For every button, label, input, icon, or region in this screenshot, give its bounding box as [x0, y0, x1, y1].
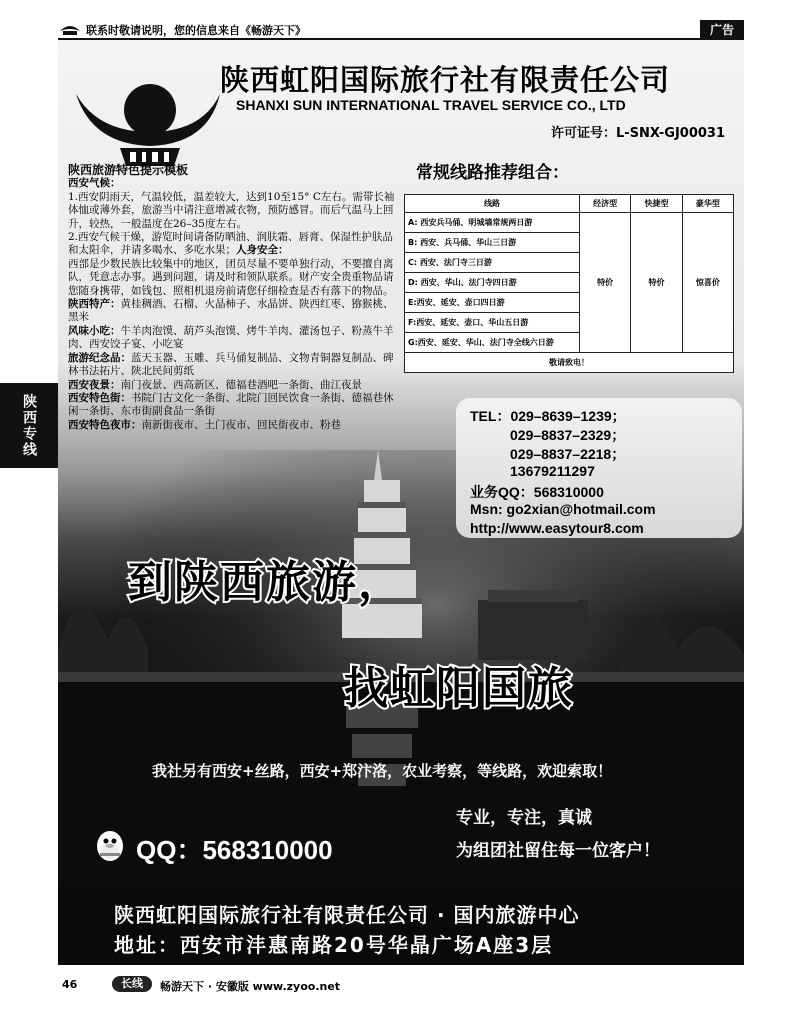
phone-2: 029–8837–2329； — [510, 427, 626, 443]
qq-number: QQ：568310000 — [136, 835, 333, 865]
phone-4: 13679211297 — [510, 463, 595, 479]
street-tip: 西安特色街：书院门古文化一条街、北院门回民饮食一条街、德福巷休闲一条街、东市街副食品一条街 — [68, 391, 394, 418]
price-economy: 特价 — [580, 213, 631, 353]
price-express: 特价 — [631, 213, 682, 353]
tips-title: 陕西旅游特色提示模板 — [68, 163, 189, 177]
table-row — [405, 213, 734, 233]
specialty-tip: 陕西特产：黄桂稠酒、石榴、火晶柿子、水晶饼、陕西红枣、猕猴桃、黑米 — [68, 298, 394, 324]
company-name-en: SHANXI SUN INTERNATIONAL TRAVEL SERVICE CO., LTD — [236, 97, 626, 113]
msn-address: Msn: go2xian@hotmail.com — [470, 501, 656, 517]
band-company: 陕西虹阳国际旅行社有限责任公司 · 国内旅游中心 — [114, 903, 580, 927]
night-view-tip: 西安夜景：南门夜景、西高新区、德福巷酒吧一条街、曲江夜景 — [68, 378, 362, 391]
qq-penguin-icon — [92, 828, 128, 864]
souvenir-tip: 旅游纪念品：蓝天玉器、玉雕、兵马俑复制品、文物青铜器复制品、碑林书法拓片、陕北民间剪纸 — [68, 351, 394, 378]
routes-footer: 敬请致电！ — [405, 353, 734, 373]
weather-tip-2: 2.西安气候干燥，游览时间请备防晒油、润肤霜、唇膏、保湿性护肤品和太阳伞，并请多喝水、多吃水果；人身安全： — [68, 231, 394, 257]
sun-logo-icon — [72, 62, 222, 172]
ad-tag: 广告 — [700, 20, 744, 40]
publication-info: 畅游天下 · 安徽版 www.zyoo.net — [160, 980, 341, 993]
company-name-cn: 陕西虹阳国际旅行社有限责任公司 — [220, 63, 671, 97]
phone-3: 029–8837–2218； — [510, 446, 626, 462]
route-name: G:西安、延安、华山、法门寺全线六日游 — [405, 333, 580, 353]
page-footer — [0, 975, 800, 995]
page-number: 46 — [62, 978, 78, 991]
travel-tips — [68, 164, 398, 432]
snacks-tip: 风味小吃：牛羊肉泡馍、葫芦头泡馍、烤牛羊肉、灌汤包子、粉蒸牛羊肉、西安饺子宴、小吃宴 — [68, 324, 394, 351]
route-name: E:西安、延安、壶口四日游 — [405, 293, 580, 313]
routes-header-row — [405, 195, 734, 213]
col-express: 快捷型 — [631, 195, 682, 213]
section-side-tab: 陕西专线 — [0, 383, 58, 468]
slogan-line-2: 找虹阳国旅 — [344, 663, 574, 714]
price-luxury: 惊喜价 — [682, 213, 733, 353]
route-name: D: 西安、华山、法门寺四日游 — [405, 273, 580, 293]
ad-panel — [58, 40, 744, 898]
phone-1: TEL：029–8639–1239； — [470, 408, 626, 424]
extra-routes: 我社另有西安+丝路，西安+郑汴洛，农业考察，等线路，欢迎索取！ — [152, 762, 613, 780]
motto-line-2: 为组团社留住每一位客户！ — [456, 841, 660, 861]
contact-box — [456, 398, 742, 538]
routes-table — [404, 194, 734, 373]
weather-label: 西安气候： — [68, 177, 121, 190]
band-address: 地址：西安市沣惠南路20号华晶广场A座3层 — [114, 933, 554, 957]
magazine-logo-icon — [58, 21, 82, 37]
routes-title: 常规线路推荐组合： — [416, 163, 569, 183]
route-name: F:西安、延安、壶口、华山五日游 — [405, 313, 580, 333]
night-market-tip: 西安特色夜市：南新街夜市、土门夜市、回民街夜市、粉巷 — [68, 418, 341, 431]
license-number: 许可证号：L-SNX-GJ00031 — [551, 126, 726, 141]
safety-label: 人身安全： — [236, 244, 289, 257]
business-qq: 业务QQ：568310000 — [470, 484, 604, 500]
source-note: 联系时敬请说明，您的信息来自《畅游天下》 — [86, 24, 306, 37]
route-name: A: 西安兵马俑、明城墙常规两日游 — [405, 213, 580, 233]
section-chip: 长线 — [112, 976, 152, 992]
route-name: B: 西安、兵马俑、华山三日游 — [405, 233, 580, 253]
top-bar — [0, 0, 800, 40]
col-luxury: 豪华型 — [682, 195, 733, 213]
routes-footer-row — [405, 353, 734, 373]
route-name: C: 西安、法门寺三日游 — [405, 253, 580, 273]
col-economy: 经济型 — [580, 195, 631, 213]
col-route: 线路 — [405, 195, 580, 213]
weather-tip-1: 1.西安阴雨天，气温较低，温差较大，达到10至15° C左右。需带长袖体恤或薄外套，旅游当中请注意增减衣物，预防感冒。而后气温马上回升，较热，一般温度在26–35度左右。 — [68, 190, 395, 230]
safety-tip: 西部是少数民族比较集中的地区，团员尽量不要单独行动，不要擅自离队，凭意志办事。遇到问题，请及时和领队联系。财产安全贵重物品请您随身携带，如钱包、照相机退房前请您仔细检查是否有落下的物品。 — [68, 257, 394, 297]
slogan-line-1: 到陕西旅游， — [128, 557, 404, 608]
address-band — [58, 885, 744, 965]
motto-line-1: 专业，专注，真诚 — [456, 808, 592, 828]
website-link[interactable]: http://www.easytour8.com — [470, 520, 644, 536]
